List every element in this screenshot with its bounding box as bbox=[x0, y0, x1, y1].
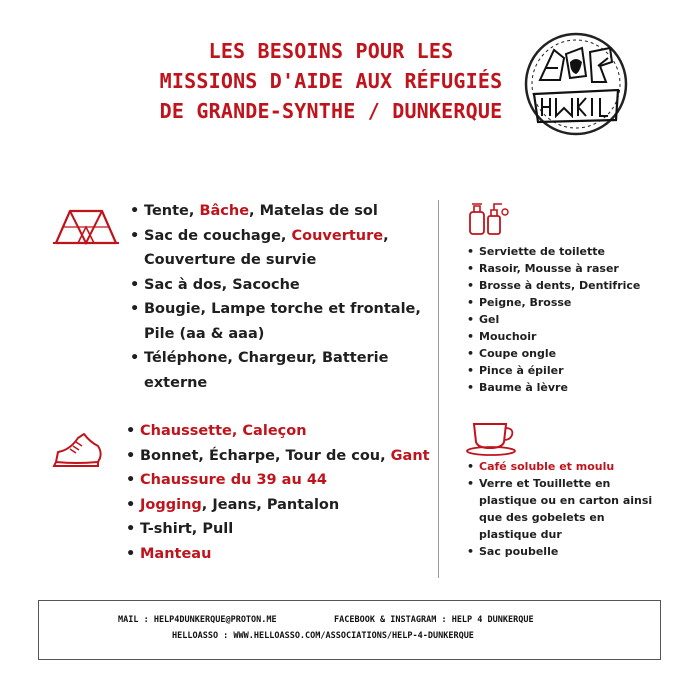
clothing-list bbox=[124, 419, 430, 566]
item-text: Serviette de toilette bbox=[479, 245, 605, 258]
help4dunkerque-logo bbox=[520, 28, 632, 140]
list-item bbox=[466, 492, 652, 509]
list-item bbox=[124, 419, 430, 444]
highlight-text: Couverture bbox=[291, 227, 384, 244]
item-text: que des gobelets en bbox=[479, 511, 605, 524]
item-text: Verre et Touillette en bbox=[479, 477, 611, 490]
item-text: Gel bbox=[479, 313, 500, 326]
list-item bbox=[466, 328, 640, 345]
item-text: Sac poubelle bbox=[479, 545, 559, 558]
hygiene-list bbox=[466, 243, 640, 396]
list-item bbox=[466, 260, 640, 277]
item-text: Sac de couchage, bbox=[144, 227, 292, 244]
list-item bbox=[466, 475, 652, 492]
list-item bbox=[466, 345, 640, 362]
list-item bbox=[128, 297, 421, 322]
item-text: Bonnet, Écharpe, Tour de cou, bbox=[140, 447, 391, 464]
list-item bbox=[124, 493, 430, 518]
item-text: Téléphone, Chargeur, Batterie bbox=[144, 350, 389, 366]
list-item bbox=[466, 277, 640, 294]
item-text: externe bbox=[144, 374, 208, 391]
title-line-1: LES BESOINS POUR LES bbox=[208, 39, 454, 63]
item-text: Coupe ongle bbox=[479, 347, 557, 360]
footer-mail[interactable]: MAIL : HELP4DUNKERQUE@PROTON.ME bbox=[118, 615, 277, 625]
highlight-text: Manteau bbox=[140, 545, 212, 562]
item-text: plastique ou en carton ainsi bbox=[479, 494, 653, 507]
list-item bbox=[124, 468, 430, 493]
item-text: Couverture de survie bbox=[144, 252, 317, 268]
item-text: Sac à dos, Sacoche bbox=[144, 276, 300, 293]
item-text: Mouchoir bbox=[479, 330, 537, 343]
title-line-2: MISSIONS D'AIDE AUX RÉFUGIÉS bbox=[159, 69, 503, 93]
footer-social[interactable]: FACEBOOK & INSTAGRAM : HELP 4 DUNKERQUE bbox=[334, 615, 534, 625]
highlight-text: Gant bbox=[390, 447, 430, 464]
list-item bbox=[466, 379, 640, 396]
list-item bbox=[466, 543, 652, 560]
item-text: T-shirt, Pull bbox=[140, 521, 234, 537]
list-item bbox=[466, 526, 652, 543]
column-divider bbox=[438, 200, 439, 578]
footer-helloasso[interactable]: HELLOASSO : WWW.HELLOASSO.COM/ASSOCIATIONS/HELP-4-DUNKERQUE bbox=[172, 631, 474, 641]
item-text: , bbox=[383, 227, 389, 244]
list-item bbox=[466, 362, 640, 379]
list-item bbox=[128, 322, 421, 347]
list-item bbox=[124, 542, 430, 567]
highlight-text: Café soluble et moulu bbox=[479, 460, 615, 473]
list-item bbox=[128, 199, 421, 224]
coffee-cup-icon bbox=[464, 418, 522, 456]
footer bbox=[38, 600, 660, 660]
highlight-text: Chaussure du 39 au 44 bbox=[140, 472, 327, 488]
item-text: Baume à lèvre bbox=[479, 381, 568, 394]
item-text: Tente, bbox=[144, 203, 200, 219]
tent-icon bbox=[52, 203, 120, 247]
item-text: Pile (aa & aaa) bbox=[144, 325, 265, 342]
list-item bbox=[128, 224, 421, 249]
item-text: plastique dur bbox=[479, 528, 562, 541]
food-list bbox=[466, 458, 652, 560]
shoe-icon bbox=[52, 428, 104, 470]
item-text: Bougie, Lampe torche et frontale, bbox=[144, 301, 421, 317]
list-item bbox=[124, 517, 430, 542]
footer-left-border bbox=[38, 600, 39, 660]
camping-list bbox=[128, 199, 421, 395]
title-line-3: DE GRANDE-SYNTHE / DUNKERQUE bbox=[159, 99, 503, 123]
footer-right-border bbox=[660, 600, 661, 660]
item-text: Rasoir, Mousse à raser bbox=[479, 262, 619, 275]
item-text: , Jeans, Pantalon bbox=[201, 496, 340, 513]
list-item bbox=[466, 311, 640, 328]
item-text: Pince à épiler bbox=[479, 364, 564, 377]
list-item bbox=[124, 444, 430, 469]
item-text: Brosse à dents, Dentifrice bbox=[479, 279, 641, 292]
list-item bbox=[466, 243, 640, 260]
list-item bbox=[466, 294, 640, 311]
list-item bbox=[128, 346, 421, 371]
toiletries-icon bbox=[466, 198, 510, 238]
list-item bbox=[128, 371, 421, 396]
list-item bbox=[466, 509, 652, 526]
highlight-text: Chaussette, Caleçon bbox=[140, 423, 307, 439]
list-item bbox=[128, 273, 421, 298]
highlight-text: Jogging bbox=[140, 496, 202, 513]
list-item bbox=[466, 458, 652, 475]
item-text: , Matelas de sol bbox=[249, 203, 378, 219]
list-item bbox=[128, 248, 421, 273]
highlight-text: Bâche bbox=[199, 203, 250, 219]
item-text: Peigne, Brosse bbox=[479, 296, 572, 309]
